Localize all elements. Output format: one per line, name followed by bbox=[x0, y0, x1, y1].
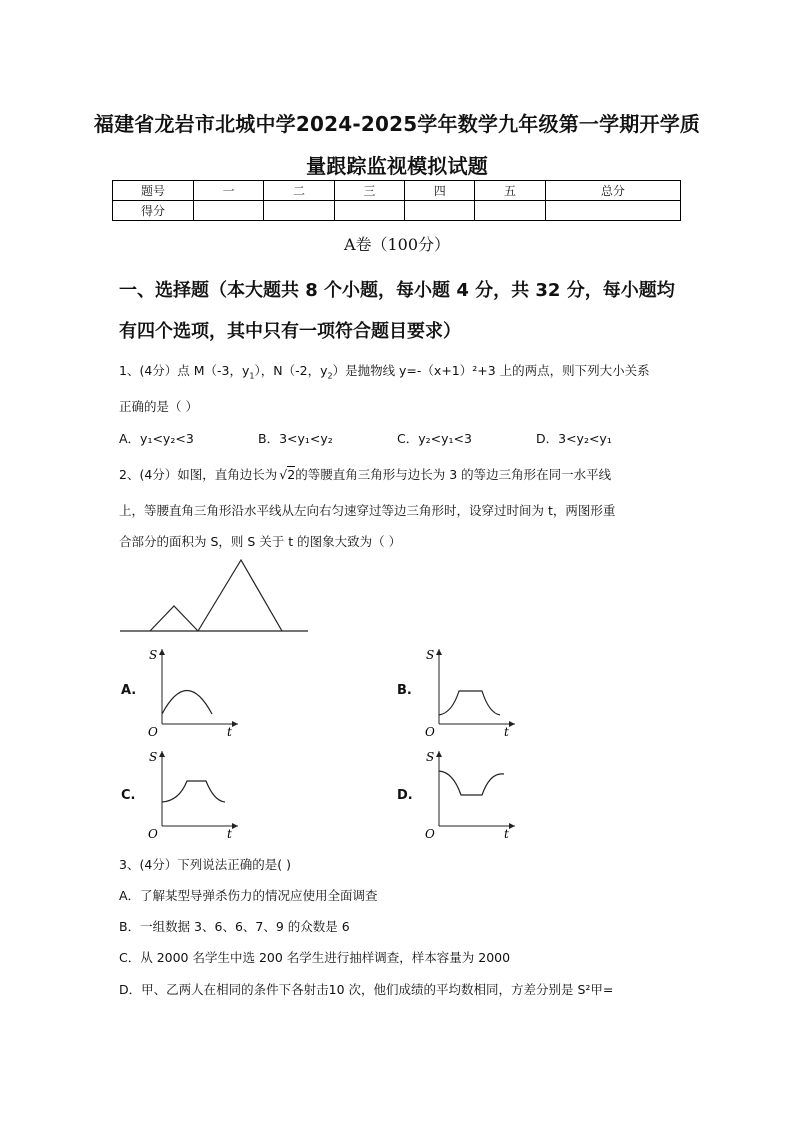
q1-option-a[interactable]: A．y₁<y₂<3 bbox=[119, 431, 194, 446]
score-cell: 二 bbox=[264, 181, 334, 201]
section-heading-line2: 有四个选项，其中只有一项符合题目要求） bbox=[119, 321, 461, 342]
question-2-stem-line3: 合部分的面积为 S，则 S 关于 t 的图象大致为（ ） bbox=[119, 534, 402, 549]
score-cell: 五 bbox=[475, 181, 545, 201]
y-axis-label: S bbox=[426, 648, 435, 662]
q2-text-b: 的等腰直角三角形与边长为 3 的等边三角形在同一水平线 bbox=[295, 467, 612, 482]
score-cell: 得分 bbox=[113, 201, 194, 221]
score-cell: 总分 bbox=[545, 181, 680, 201]
score-input-cell[interactable] bbox=[545, 201, 680, 221]
q2-option-b-label[interactable]: B. bbox=[397, 683, 412, 698]
question-2-stem-line1 bbox=[119, 465, 611, 483]
score-cell: 一 bbox=[194, 181, 264, 201]
sqrt-symbol: √ bbox=[279, 467, 288, 482]
origin-label: O bbox=[425, 725, 435, 737]
score-cell: 四 bbox=[405, 181, 475, 201]
x-axis-label: t bbox=[227, 725, 232, 737]
q1-text-a: 1、(4分）点 M（-3，y bbox=[119, 363, 250, 378]
q2-graph-d[interactable] bbox=[420, 747, 518, 839]
x-axis-arrow bbox=[232, 721, 238, 727]
q2-option-c-label[interactable]: C. bbox=[121, 788, 136, 803]
x-axis-label: t bbox=[504, 725, 509, 737]
q2-option-d-label[interactable]: D. bbox=[397, 788, 413, 803]
q2-graph-b[interactable] bbox=[420, 645, 518, 737]
score-cell: 题号 bbox=[113, 181, 194, 201]
score-input-cell[interactable] bbox=[334, 201, 404, 221]
x-axis-arrow bbox=[509, 823, 515, 829]
exam-title-line1: 福建省龙岩市北城中学2024-2025学年数学九年级第一学期开学质 bbox=[93, 112, 701, 136]
q1-option-c[interactable]: C．y₂<y₁<3 bbox=[397, 431, 472, 446]
q3-option-b[interactable]: B．一组数据 3、6、6、7、9 的众数是 6 bbox=[119, 919, 350, 934]
x-axis-label: t bbox=[227, 827, 232, 839]
q3-option-c[interactable]: C．从 2000 名学生中选 200 名学生进行抽样调查，样本容量为 2000 bbox=[119, 950, 511, 965]
y-axis-label: S bbox=[149, 648, 158, 662]
paper-a-heading: A卷（100分） bbox=[343, 235, 451, 254]
question-2-stem-line2: 上，等腰直角三角形沿水平线从左向右匀速穿过等边三角形时，设穿过时间为 t，两图形重 bbox=[119, 503, 616, 518]
x-axis-arrow bbox=[509, 721, 515, 727]
q1-option-b[interactable]: B．3<y₁<y₂ bbox=[258, 431, 333, 446]
origin-label: O bbox=[148, 827, 158, 839]
q2-triangles-figure bbox=[118, 557, 312, 635]
score-table bbox=[112, 180, 681, 221]
y-axis-label: S bbox=[149, 750, 158, 764]
score-input-cell[interactable] bbox=[264, 201, 334, 221]
y-axis-arrow bbox=[436, 751, 442, 757]
q2-text-a: 2、(4分）如图，直角边长为 bbox=[119, 467, 278, 482]
score-input-cell[interactable] bbox=[475, 201, 545, 221]
y-axis-label: S bbox=[426, 750, 435, 764]
curve bbox=[439, 771, 504, 795]
question-1-stem-line1 bbox=[119, 361, 650, 381]
subscript: 2 bbox=[327, 371, 333, 381]
origin-label: O bbox=[148, 725, 158, 737]
exam-title-line2: 量跟踪监视模拟试题 bbox=[306, 154, 488, 178]
q2-graph-a[interactable] bbox=[143, 645, 241, 737]
curve bbox=[162, 781, 225, 802]
y-axis-arrow bbox=[159, 751, 165, 757]
x-axis-label: t bbox=[504, 827, 509, 839]
q2-graph-c[interactable] bbox=[143, 747, 241, 839]
right-isosceles-triangle bbox=[150, 606, 198, 631]
q3-option-a[interactable]: A．了解某型导弹杀伤力的情况应使用全面调查 bbox=[119, 888, 378, 903]
section-heading-line1: 一、选择题（本大题共 8 个小题，每小题 4 分，共 32 分，每小题均 bbox=[119, 280, 675, 301]
x-axis-arrow bbox=[232, 823, 238, 829]
score-table-score-row bbox=[113, 201, 681, 221]
score-table-header-row bbox=[113, 181, 681, 201]
question-3-stem: 3、(4分）下列说法正确的是( ) bbox=[119, 857, 292, 872]
q1-text-b: ），N（-2，y bbox=[254, 363, 328, 378]
question-1-stem-line2: 正确的是（ ） bbox=[119, 399, 198, 414]
curve bbox=[162, 691, 212, 715]
subscript: 1 bbox=[249, 371, 255, 381]
y-axis-arrow bbox=[159, 649, 165, 655]
origin-label: O bbox=[425, 827, 435, 839]
curve bbox=[439, 691, 500, 715]
sqrt-radicand: 2 bbox=[287, 467, 296, 482]
q1-option-d[interactable]: D．3<y₂<y₁ bbox=[536, 431, 612, 446]
q3-option-d[interactable]: D．甲、乙两人在相同的条件下各射击10 次，他们成绩的平均数相同，方差分别是 S²甲= bbox=[119, 982, 614, 997]
score-cell: 三 bbox=[334, 181, 404, 201]
q1-text-d: ²+3 上的两点，则下列大小关系 bbox=[472, 363, 650, 378]
y-axis-arrow bbox=[436, 649, 442, 655]
q2-option-a-label[interactable]: A. bbox=[121, 683, 137, 698]
q1-text-c: ）是抛物线 y=-（x+1） bbox=[332, 363, 473, 378]
score-input-cell[interactable] bbox=[405, 201, 475, 221]
equilateral-triangle bbox=[198, 560, 282, 631]
score-input-cell[interactable] bbox=[194, 201, 264, 221]
